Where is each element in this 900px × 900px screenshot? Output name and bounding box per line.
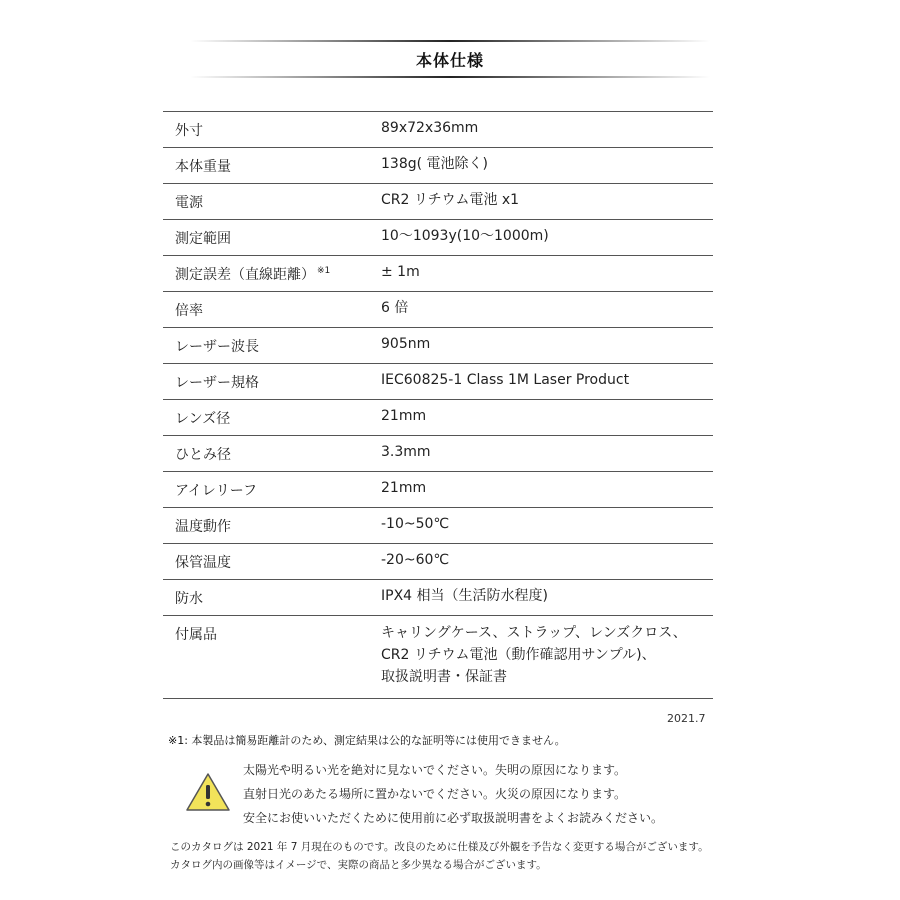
spec-row — [163, 148, 713, 184]
spec-label-text: 保管温度 — [175, 555, 231, 571]
spec-row — [163, 436, 713, 472]
spec-value-line: 21mm — [381, 480, 427, 496]
spec-label — [163, 184, 381, 219]
spec-label — [163, 472, 381, 507]
spec-label-text: 防水 — [175, 591, 203, 607]
spec-value — [381, 397, 713, 435]
spec-row — [163, 580, 713, 616]
spec-value-line: CR2 リチウム電池（動作確認用サンプル)、 — [381, 647, 656, 663]
spec-label — [163, 256, 381, 291]
catalog-note-line: このカタログは 2021 年 7 月現在のものです。改良のために仕様及び外観を予告なく変更する場合がございます。 — [170, 841, 709, 853]
spec-row — [163, 508, 713, 544]
spec-value — [381, 613, 713, 698]
spec-value-line: 89x72x36mm — [381, 120, 479, 136]
warning-line: 太陽光や明るい光を絶対に見ないでください。失明の原因になります。 — [243, 763, 627, 777]
spec-value-line: -10~50℃ — [381, 516, 450, 532]
spec-value-line: 905nm — [381, 336, 431, 352]
spec-label-text: 外寸 — [175, 123, 203, 139]
spec-value — [381, 577, 713, 615]
spec-label — [163, 148, 381, 183]
spec-value-line: ± 1m — [381, 264, 420, 280]
spec-label — [163, 508, 381, 543]
spec-label-text: 本体重量 — [175, 159, 231, 175]
spec-value-line: 6 倍 — [381, 300, 409, 316]
spec-value-line: 10～1093y(10～1000m) — [381, 228, 549, 244]
warning-line: 直射日光のあたる場所に置かないでください。火災の原因になります。 — [243, 787, 627, 801]
spec-label — [163, 292, 381, 327]
spec-label — [163, 544, 381, 579]
spec-label — [163, 328, 381, 363]
spec-value-line: CR2 リチウム電池 x1 — [381, 192, 520, 208]
spec-label-text: レーザー波長 — [175, 339, 259, 355]
catalog-date: 2021.7 — [667, 712, 706, 725]
spec-value — [381, 253, 713, 291]
spec-row — [163, 220, 713, 256]
page-title: 本体仕様 — [415, 51, 484, 70]
spec-value-line: 取扱説明書・保証書 — [381, 669, 507, 685]
spec-label-text: 電源 — [175, 195, 203, 211]
spec-value-line: -20~60℃ — [381, 552, 450, 568]
spec-value — [381, 505, 713, 543]
spec-row — [163, 292, 713, 328]
spec-value — [381, 433, 713, 471]
spec-label-text: アイレリーフ — [175, 483, 258, 499]
catalog-note-line: カタログ内の画像等はイメージで、実際の商品と多少異なる場合がございます。 — [170, 859, 547, 871]
catalog-notes — [170, 840, 709, 876]
spec-label-text: ひとみ径 — [175, 447, 231, 463]
spec-label — [163, 364, 381, 399]
spec-value — [381, 325, 713, 363]
spec-row — [163, 616, 713, 699]
spec-value-line: 3.3mm — [381, 444, 431, 460]
spec-label — [163, 580, 381, 615]
spec-label-text: レンズ径 — [175, 411, 231, 427]
header-top-rule — [190, 40, 710, 42]
spec-label-text: 測定範囲 — [175, 231, 231, 247]
spec-value — [381, 541, 713, 579]
spec-row — [163, 328, 713, 364]
warning-line: 安全にお使いいただくために使用前に必ず取扱説明書をよくお読みください。 — [243, 811, 664, 825]
spec-value — [381, 289, 713, 327]
spec-value-line: IEC60825-1 Class 1M Laser Product — [381, 372, 630, 388]
spec-label-text: レーザー規格 — [175, 375, 259, 391]
spec-value — [381, 109, 713, 147]
spec-value — [381, 361, 713, 399]
spec-header — [190, 40, 710, 78]
warning-text — [243, 762, 663, 834]
spec-value — [381, 181, 713, 219]
spec-label-text: 付属品 — [175, 627, 217, 643]
spec-value-line: 21mm — [381, 408, 427, 424]
spec-label-text: 温度動作 — [175, 519, 231, 535]
spec-label — [163, 436, 381, 471]
spec-note-marker: ※1 — [317, 266, 331, 277]
spec-label — [163, 400, 381, 435]
spec-row — [163, 184, 713, 220]
spec-label — [163, 220, 381, 255]
spec-row — [163, 256, 713, 292]
spec-value — [381, 469, 713, 507]
spec-value — [381, 145, 713, 183]
header-bottom-rule — [190, 76, 710, 78]
spec-value-line: キャリングケース、ストラップ、レンズクロス、 — [381, 625, 687, 641]
warning-triangle-icon — [185, 771, 231, 813]
spec-value-line: 138g( 電池除く) — [381, 156, 488, 172]
spec-row — [163, 364, 713, 400]
spec-label — [163, 112, 381, 147]
footnote: ※1: 本製品は簡易距離計のため、測定結果は公的な証明等には使用できません。 — [168, 734, 566, 747]
spec-row — [163, 400, 713, 436]
spec-value — [381, 217, 713, 255]
spec-value-line: IPX4 相当（生活防水程度) — [381, 588, 548, 604]
spec-label — [163, 616, 381, 698]
spec-row — [163, 472, 713, 508]
spec-label-text: 倍率 — [175, 303, 203, 319]
spec-row — [163, 544, 713, 580]
spec-row — [163, 112, 713, 148]
spec-label-text: 測定誤差（直線距離） — [175, 267, 315, 283]
spec-table — [163, 111, 713, 699]
